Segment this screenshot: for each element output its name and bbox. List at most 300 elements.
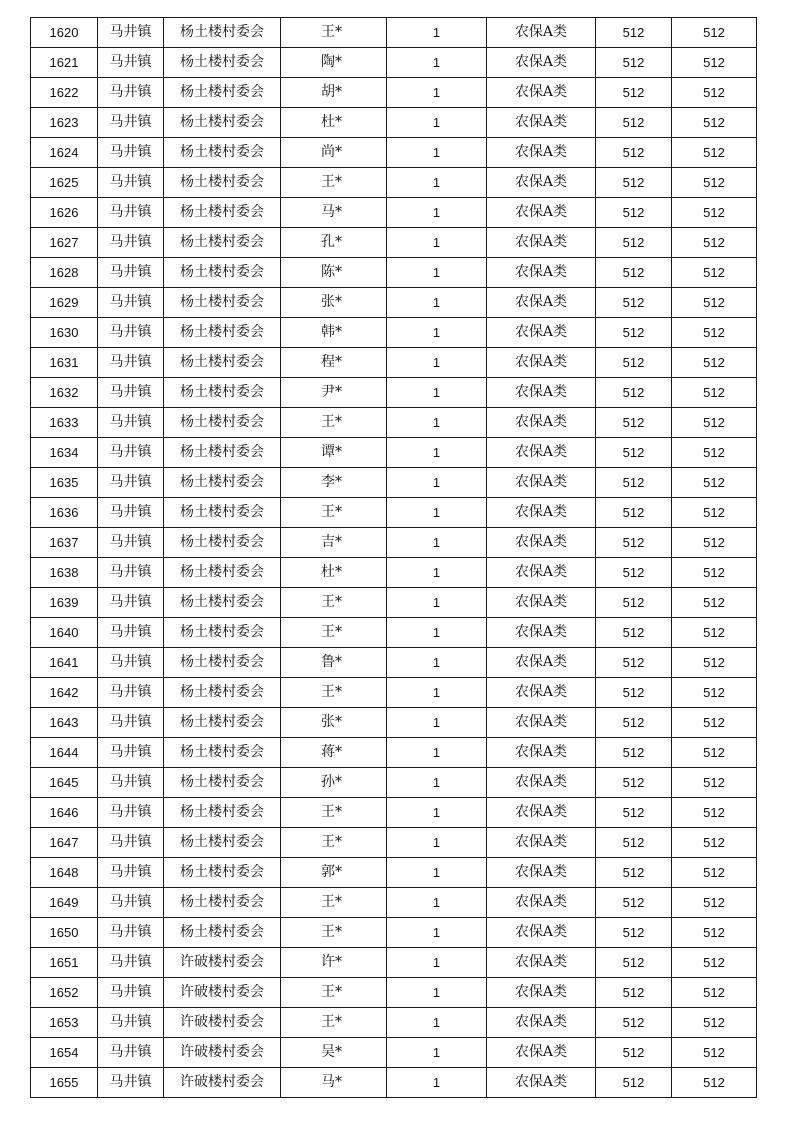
town-cell: 马井镇 bbox=[98, 558, 164, 588]
total-cell: 512 bbox=[672, 738, 757, 768]
total-cell: 512 bbox=[672, 648, 757, 678]
row-number-cell: 1645 bbox=[31, 768, 98, 798]
village-cell: 杨土楼村委会 bbox=[164, 438, 281, 468]
category-cell: 农保A类 bbox=[487, 798, 596, 828]
category-cell: 农保A类 bbox=[487, 888, 596, 918]
amount-cell: 512 bbox=[596, 738, 672, 768]
row-number-cell: 1641 bbox=[31, 648, 98, 678]
amount-cell: 512 bbox=[596, 288, 672, 318]
person-name-cell: 杜* bbox=[281, 558, 387, 588]
amount-cell: 512 bbox=[596, 438, 672, 468]
row-number-cell: 1628 bbox=[31, 258, 98, 288]
table-row bbox=[31, 558, 757, 588]
category-cell: 农保A类 bbox=[487, 378, 596, 408]
total-cell: 512 bbox=[672, 558, 757, 588]
amount-cell: 512 bbox=[596, 408, 672, 438]
total-cell: 512 bbox=[672, 1038, 757, 1068]
amount-cell: 512 bbox=[596, 258, 672, 288]
village-cell: 杨土楼村委会 bbox=[164, 798, 281, 828]
table-row bbox=[31, 288, 757, 318]
table-row bbox=[31, 648, 757, 678]
row-number-cell: 1640 bbox=[31, 618, 98, 648]
town-cell: 马井镇 bbox=[98, 948, 164, 978]
amount-cell: 512 bbox=[596, 708, 672, 738]
category-cell: 农保A类 bbox=[487, 678, 596, 708]
person-name-cell: 陈* bbox=[281, 258, 387, 288]
row-number-cell: 1629 bbox=[31, 288, 98, 318]
category-cell: 农保A类 bbox=[487, 978, 596, 1008]
town-cell: 马井镇 bbox=[98, 198, 164, 228]
village-cell: 杨土楼村委会 bbox=[164, 858, 281, 888]
person-name-cell: 吉* bbox=[281, 528, 387, 558]
count-cell: 1 bbox=[387, 108, 487, 138]
count-cell: 1 bbox=[387, 168, 487, 198]
row-number-cell: 1646 bbox=[31, 798, 98, 828]
village-cell: 杨土楼村委会 bbox=[164, 918, 281, 948]
count-cell: 1 bbox=[387, 678, 487, 708]
total-cell: 512 bbox=[672, 408, 757, 438]
category-cell: 农保A类 bbox=[487, 48, 596, 78]
category-cell: 农保A类 bbox=[487, 558, 596, 588]
total-cell: 512 bbox=[672, 978, 757, 1008]
count-cell: 1 bbox=[387, 588, 487, 618]
category-cell: 农保A类 bbox=[487, 318, 596, 348]
table-row bbox=[31, 498, 757, 528]
total-cell: 512 bbox=[672, 228, 757, 258]
town-cell: 马井镇 bbox=[98, 738, 164, 768]
amount-cell: 512 bbox=[596, 78, 672, 108]
total-cell: 512 bbox=[672, 258, 757, 288]
amount-cell: 512 bbox=[596, 348, 672, 378]
row-number-cell: 1651 bbox=[31, 948, 98, 978]
table-row bbox=[31, 528, 757, 558]
count-cell: 1 bbox=[387, 48, 487, 78]
count-cell: 1 bbox=[387, 348, 487, 378]
category-cell: 农保A类 bbox=[487, 18, 596, 48]
table-row bbox=[31, 738, 757, 768]
category-cell: 农保A类 bbox=[487, 918, 596, 948]
amount-cell: 512 bbox=[596, 18, 672, 48]
row-number-cell: 1622 bbox=[31, 78, 98, 108]
category-cell: 农保A类 bbox=[487, 648, 596, 678]
total-cell: 512 bbox=[672, 888, 757, 918]
count-cell: 1 bbox=[387, 258, 487, 288]
amount-cell: 512 bbox=[596, 138, 672, 168]
row-number-cell: 1648 bbox=[31, 858, 98, 888]
total-cell: 512 bbox=[672, 48, 757, 78]
row-number-cell: 1638 bbox=[31, 558, 98, 588]
category-cell: 农保A类 bbox=[487, 618, 596, 648]
village-cell: 杨土楼村委会 bbox=[164, 498, 281, 528]
town-cell: 马井镇 bbox=[98, 618, 164, 648]
amount-cell: 512 bbox=[596, 588, 672, 618]
village-cell: 杨土楼村委会 bbox=[164, 138, 281, 168]
town-cell: 马井镇 bbox=[98, 288, 164, 318]
town-cell: 马井镇 bbox=[98, 108, 164, 138]
count-cell: 1 bbox=[387, 558, 487, 588]
total-cell: 512 bbox=[672, 828, 757, 858]
table-row bbox=[31, 768, 757, 798]
category-cell: 农保A类 bbox=[487, 828, 596, 858]
row-number-cell: 1621 bbox=[31, 48, 98, 78]
amount-cell: 512 bbox=[596, 528, 672, 558]
person-name-cell: 吴* bbox=[281, 1038, 387, 1068]
amount-cell: 512 bbox=[596, 1038, 672, 1068]
town-cell: 马井镇 bbox=[98, 978, 164, 1008]
amount-cell: 512 bbox=[596, 468, 672, 498]
village-cell: 许破楼村委会 bbox=[164, 1068, 281, 1098]
town-cell: 马井镇 bbox=[98, 828, 164, 858]
town-cell: 马井镇 bbox=[98, 798, 164, 828]
person-name-cell: 王* bbox=[281, 408, 387, 438]
town-cell: 马井镇 bbox=[98, 1008, 164, 1038]
category-cell: 农保A类 bbox=[487, 108, 596, 138]
category-cell: 农保A类 bbox=[487, 258, 596, 288]
person-name-cell: 王* bbox=[281, 798, 387, 828]
person-name-cell: 尹* bbox=[281, 378, 387, 408]
count-cell: 1 bbox=[387, 948, 487, 978]
town-cell: 马井镇 bbox=[98, 378, 164, 408]
town-cell: 马井镇 bbox=[98, 528, 164, 558]
amount-cell: 512 bbox=[596, 678, 672, 708]
town-cell: 马井镇 bbox=[98, 18, 164, 48]
count-cell: 1 bbox=[387, 618, 487, 648]
total-cell: 512 bbox=[672, 948, 757, 978]
total-cell: 512 bbox=[672, 348, 757, 378]
total-cell: 512 bbox=[672, 198, 757, 228]
category-cell: 农保A类 bbox=[487, 528, 596, 558]
table-row bbox=[31, 888, 757, 918]
amount-cell: 512 bbox=[596, 378, 672, 408]
amount-cell: 512 bbox=[596, 828, 672, 858]
amount-cell: 512 bbox=[596, 858, 672, 888]
total-cell: 512 bbox=[672, 918, 757, 948]
count-cell: 1 bbox=[387, 738, 487, 768]
table-row bbox=[31, 858, 757, 888]
count-cell: 1 bbox=[387, 648, 487, 678]
category-cell: 农保A类 bbox=[487, 768, 596, 798]
village-cell: 杨土楼村委会 bbox=[164, 108, 281, 138]
town-cell: 马井镇 bbox=[98, 888, 164, 918]
total-cell: 512 bbox=[672, 378, 757, 408]
amount-cell: 512 bbox=[596, 1068, 672, 1098]
row-number-cell: 1624 bbox=[31, 138, 98, 168]
village-cell: 杨土楼村委会 bbox=[164, 618, 281, 648]
town-cell: 马井镇 bbox=[98, 1068, 164, 1098]
town-cell: 马井镇 bbox=[98, 498, 164, 528]
person-name-cell: 王* bbox=[281, 888, 387, 918]
town-cell: 马井镇 bbox=[98, 258, 164, 288]
person-name-cell: 张* bbox=[281, 708, 387, 738]
category-cell: 农保A类 bbox=[487, 78, 596, 108]
row-number-cell: 1643 bbox=[31, 708, 98, 738]
table-row bbox=[31, 438, 757, 468]
category-cell: 农保A类 bbox=[487, 468, 596, 498]
amount-cell: 512 bbox=[596, 558, 672, 588]
person-name-cell: 谭* bbox=[281, 438, 387, 468]
village-cell: 杨土楼村委会 bbox=[164, 198, 281, 228]
table-row bbox=[31, 48, 757, 78]
town-cell: 马井镇 bbox=[98, 228, 164, 258]
row-number-cell: 1627 bbox=[31, 228, 98, 258]
row-number-cell: 1625 bbox=[31, 168, 98, 198]
amount-cell: 512 bbox=[596, 648, 672, 678]
village-cell: 杨土楼村委会 bbox=[164, 678, 281, 708]
category-cell: 农保A类 bbox=[487, 858, 596, 888]
row-number-cell: 1637 bbox=[31, 528, 98, 558]
total-cell: 512 bbox=[672, 798, 757, 828]
person-name-cell: 程* bbox=[281, 348, 387, 378]
count-cell: 1 bbox=[387, 708, 487, 738]
person-name-cell: 王* bbox=[281, 618, 387, 648]
total-cell: 512 bbox=[672, 588, 757, 618]
count-cell: 1 bbox=[387, 78, 487, 108]
table-row bbox=[31, 708, 757, 738]
count-cell: 1 bbox=[387, 498, 487, 528]
person-name-cell: 王* bbox=[281, 828, 387, 858]
village-cell: 杨土楼村委会 bbox=[164, 738, 281, 768]
row-number-cell: 1642 bbox=[31, 678, 98, 708]
person-name-cell: 蒋* bbox=[281, 738, 387, 768]
town-cell: 马井镇 bbox=[98, 468, 164, 498]
total-cell: 512 bbox=[672, 708, 757, 738]
town-cell: 马井镇 bbox=[98, 168, 164, 198]
table-row bbox=[31, 798, 757, 828]
count-cell: 1 bbox=[387, 228, 487, 258]
person-name-cell: 王* bbox=[281, 18, 387, 48]
amount-cell: 512 bbox=[596, 888, 672, 918]
row-number-cell: 1634 bbox=[31, 438, 98, 468]
total-cell: 512 bbox=[672, 438, 757, 468]
count-cell: 1 bbox=[387, 918, 487, 948]
row-number-cell: 1649 bbox=[31, 888, 98, 918]
category-cell: 农保A类 bbox=[487, 1008, 596, 1038]
row-number-cell: 1635 bbox=[31, 468, 98, 498]
row-number-cell: 1650 bbox=[31, 918, 98, 948]
total-cell: 512 bbox=[672, 18, 757, 48]
row-number-cell: 1630 bbox=[31, 318, 98, 348]
row-number-cell: 1655 bbox=[31, 1068, 98, 1098]
count-cell: 1 bbox=[387, 1008, 487, 1038]
village-cell: 杨土楼村委会 bbox=[164, 648, 281, 678]
total-cell: 512 bbox=[672, 78, 757, 108]
table-row bbox=[31, 228, 757, 258]
table-row bbox=[31, 948, 757, 978]
count-cell: 1 bbox=[387, 438, 487, 468]
count-cell: 1 bbox=[387, 528, 487, 558]
village-cell: 杨土楼村委会 bbox=[164, 78, 281, 108]
town-cell: 马井镇 bbox=[98, 348, 164, 378]
person-name-cell: 鲁* bbox=[281, 648, 387, 678]
row-number-cell: 1631 bbox=[31, 348, 98, 378]
table-row bbox=[31, 1008, 757, 1038]
person-name-cell: 胡* bbox=[281, 78, 387, 108]
amount-cell: 512 bbox=[596, 48, 672, 78]
category-cell: 农保A类 bbox=[487, 588, 596, 618]
total-cell: 512 bbox=[672, 468, 757, 498]
count-cell: 1 bbox=[387, 318, 487, 348]
amount-cell: 512 bbox=[596, 198, 672, 228]
village-cell: 杨土楼村委会 bbox=[164, 18, 281, 48]
category-cell: 农保A类 bbox=[487, 1068, 596, 1098]
village-cell: 杨土楼村委会 bbox=[164, 528, 281, 558]
amount-cell: 512 bbox=[596, 798, 672, 828]
village-cell: 杨土楼村委会 bbox=[164, 888, 281, 918]
total-cell: 512 bbox=[672, 138, 757, 168]
village-cell: 杨土楼村委会 bbox=[164, 318, 281, 348]
row-number-cell: 1644 bbox=[31, 738, 98, 768]
person-name-cell: 李* bbox=[281, 468, 387, 498]
row-number-cell: 1639 bbox=[31, 588, 98, 618]
total-cell: 512 bbox=[672, 288, 757, 318]
table-row bbox=[31, 348, 757, 378]
table-row bbox=[31, 18, 757, 48]
row-number-cell: 1652 bbox=[31, 978, 98, 1008]
count-cell: 1 bbox=[387, 138, 487, 168]
amount-cell: 512 bbox=[596, 978, 672, 1008]
amount-cell: 512 bbox=[596, 948, 672, 978]
category-cell: 农保A类 bbox=[487, 738, 596, 768]
category-cell: 农保A类 bbox=[487, 708, 596, 738]
category-cell: 农保A类 bbox=[487, 348, 596, 378]
row-number-cell: 1633 bbox=[31, 408, 98, 438]
village-cell: 杨土楼村委会 bbox=[164, 828, 281, 858]
count-cell: 1 bbox=[387, 408, 487, 438]
row-number-cell: 1654 bbox=[31, 1038, 98, 1068]
total-cell: 512 bbox=[672, 528, 757, 558]
count-cell: 1 bbox=[387, 198, 487, 228]
total-cell: 512 bbox=[672, 318, 757, 348]
person-name-cell: 马* bbox=[281, 1068, 387, 1098]
village-cell: 杨土楼村委会 bbox=[164, 168, 281, 198]
table-body bbox=[31, 18, 757, 1098]
person-name-cell: 杜* bbox=[281, 108, 387, 138]
count-cell: 1 bbox=[387, 1068, 487, 1098]
town-cell: 马井镇 bbox=[98, 318, 164, 348]
amount-cell: 512 bbox=[596, 618, 672, 648]
town-cell: 马井镇 bbox=[98, 438, 164, 468]
town-cell: 马井镇 bbox=[98, 138, 164, 168]
count-cell: 1 bbox=[387, 768, 487, 798]
person-name-cell: 王* bbox=[281, 918, 387, 948]
village-cell: 杨土楼村委会 bbox=[164, 408, 281, 438]
count-cell: 1 bbox=[387, 18, 487, 48]
amount-cell: 512 bbox=[596, 228, 672, 258]
person-name-cell: 王* bbox=[281, 498, 387, 528]
total-cell: 512 bbox=[672, 858, 757, 888]
row-number-cell: 1620 bbox=[31, 18, 98, 48]
row-number-cell: 1626 bbox=[31, 198, 98, 228]
table-row bbox=[31, 198, 757, 228]
person-name-cell: 王* bbox=[281, 678, 387, 708]
count-cell: 1 bbox=[387, 828, 487, 858]
table-row bbox=[31, 168, 757, 198]
count-cell: 1 bbox=[387, 288, 487, 318]
category-cell: 农保A类 bbox=[487, 1038, 596, 1068]
table-row bbox=[31, 618, 757, 648]
table-row bbox=[31, 378, 757, 408]
category-cell: 农保A类 bbox=[487, 138, 596, 168]
person-name-cell: 孔* bbox=[281, 228, 387, 258]
village-cell: 许破楼村委会 bbox=[164, 948, 281, 978]
village-cell: 杨土楼村委会 bbox=[164, 468, 281, 498]
row-number-cell: 1647 bbox=[31, 828, 98, 858]
village-cell: 许破楼村委会 bbox=[164, 1008, 281, 1038]
village-cell: 杨土楼村委会 bbox=[164, 48, 281, 78]
person-name-cell: 尚* bbox=[281, 138, 387, 168]
table-row bbox=[31, 78, 757, 108]
amount-cell: 512 bbox=[596, 318, 672, 348]
count-cell: 1 bbox=[387, 378, 487, 408]
person-name-cell: 郭* bbox=[281, 858, 387, 888]
table-row bbox=[31, 918, 757, 948]
person-name-cell: 许* bbox=[281, 948, 387, 978]
total-cell: 512 bbox=[672, 1008, 757, 1038]
category-cell: 农保A类 bbox=[487, 948, 596, 978]
person-name-cell: 王* bbox=[281, 168, 387, 198]
table-row bbox=[31, 318, 757, 348]
row-number-cell: 1636 bbox=[31, 498, 98, 528]
category-cell: 农保A类 bbox=[487, 498, 596, 528]
table-row bbox=[31, 588, 757, 618]
town-cell: 马井镇 bbox=[98, 408, 164, 438]
town-cell: 马井镇 bbox=[98, 918, 164, 948]
records-table bbox=[30, 17, 757, 1098]
town-cell: 马井镇 bbox=[98, 708, 164, 738]
category-cell: 农保A类 bbox=[487, 198, 596, 228]
village-cell: 许破楼村委会 bbox=[164, 1038, 281, 1068]
category-cell: 农保A类 bbox=[487, 438, 596, 468]
amount-cell: 512 bbox=[596, 168, 672, 198]
amount-cell: 512 bbox=[596, 918, 672, 948]
total-cell: 512 bbox=[672, 768, 757, 798]
person-name-cell: 韩* bbox=[281, 318, 387, 348]
total-cell: 512 bbox=[672, 108, 757, 138]
table-row bbox=[31, 1038, 757, 1068]
village-cell: 杨土楼村委会 bbox=[164, 708, 281, 738]
row-number-cell: 1653 bbox=[31, 1008, 98, 1038]
town-cell: 马井镇 bbox=[98, 588, 164, 618]
total-cell: 512 bbox=[672, 678, 757, 708]
row-number-cell: 1632 bbox=[31, 378, 98, 408]
count-cell: 1 bbox=[387, 798, 487, 828]
table-row bbox=[31, 138, 757, 168]
count-cell: 1 bbox=[387, 858, 487, 888]
table-row bbox=[31, 678, 757, 708]
amount-cell: 512 bbox=[596, 108, 672, 138]
table-row bbox=[31, 408, 757, 438]
amount-cell: 512 bbox=[596, 498, 672, 528]
village-cell: 杨土楼村委会 bbox=[164, 558, 281, 588]
town-cell: 马井镇 bbox=[98, 78, 164, 108]
count-cell: 1 bbox=[387, 978, 487, 1008]
category-cell: 农保A类 bbox=[487, 288, 596, 318]
category-cell: 农保A类 bbox=[487, 408, 596, 438]
count-cell: 1 bbox=[387, 888, 487, 918]
village-cell: 杨土楼村委会 bbox=[164, 378, 281, 408]
village-cell: 杨土楼村委会 bbox=[164, 588, 281, 618]
total-cell: 512 bbox=[672, 168, 757, 198]
table-row bbox=[31, 108, 757, 138]
total-cell: 512 bbox=[672, 618, 757, 648]
count-cell: 1 bbox=[387, 468, 487, 498]
category-cell: 农保A类 bbox=[487, 228, 596, 258]
table-row bbox=[31, 468, 757, 498]
table-row bbox=[31, 828, 757, 858]
row-number-cell: 1623 bbox=[31, 108, 98, 138]
town-cell: 马井镇 bbox=[98, 678, 164, 708]
village-cell: 杨土楼村委会 bbox=[164, 768, 281, 798]
